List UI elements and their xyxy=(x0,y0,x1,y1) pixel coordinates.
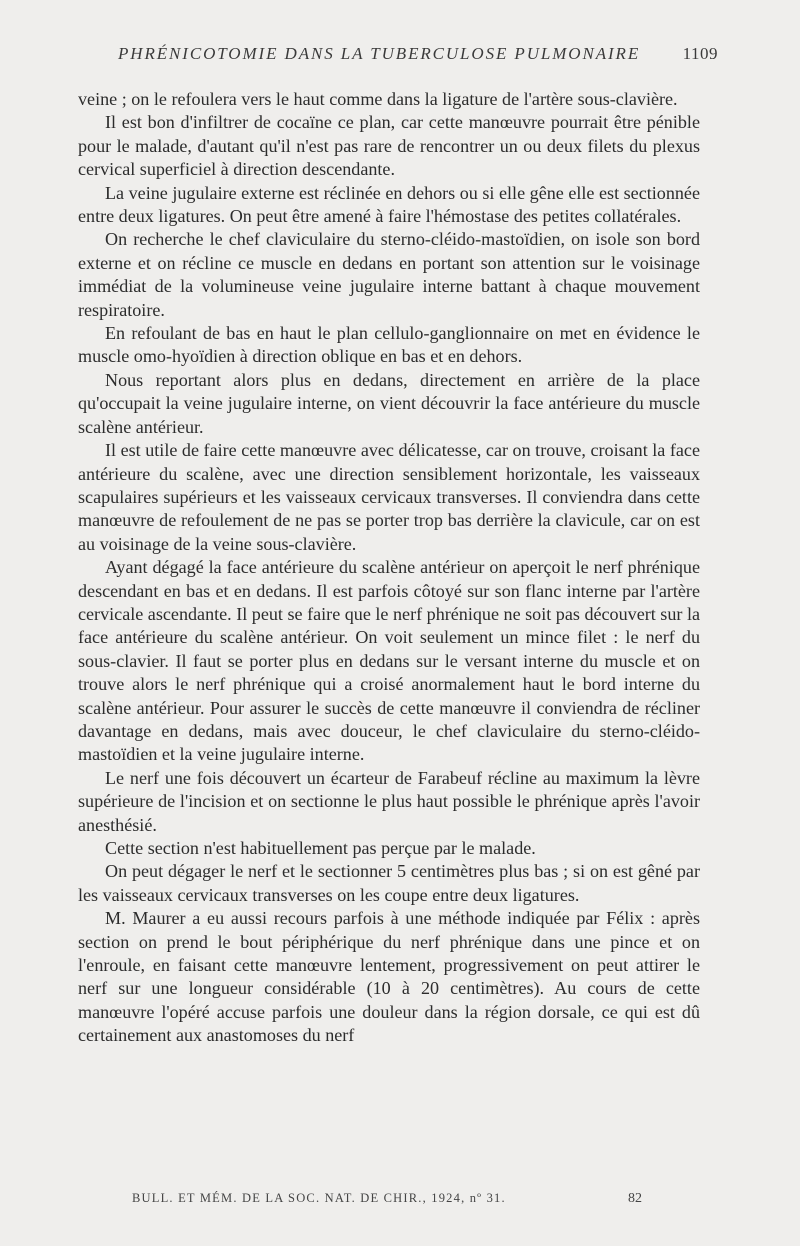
paragraph: veine ; on le refoulera vers le haut comme dans la ligature de l'artère sous-clavière. xyxy=(78,89,678,109)
page-number: 1109 xyxy=(682,44,718,63)
signature-mark: 82 xyxy=(628,1191,642,1206)
paragraph: Il est utile de faire cette manœuvre avec délicatesse, car on trouve, croisant la face antérieure du scalène, avec une direction sensiblement horizontale, les vaisseaux scapulaires supérieurs et les vaisseaux cervicaux transverses. Il conviendra dans cette manœuvre de refoulement de ne pas se porter trop bas derrière la clavicule, car on est au voisinage de la veine sous-clavière. xyxy=(78,440,700,554)
paragraph: On peut dégager le nerf et le sectionner 5 centimètres plus bas ; si on est gêné par les vaisseaux cervicaux transverses on les coupe entre deux ligatures. xyxy=(78,861,700,905)
paragraph: Ayant dégagé la face antérieure du scalène antérieur on aperçoit le nerf phrénique descendant en bas et en dedans. Il est parfois côtoyé sur son flanc interne par l'artère cervicale ascendante. Il peut se faire que le nerf phrénique ne soit pas découvert sur la face antérieure du scalène antérieur. On voit seulement un mince filet : le nerf du sous-clavier. Il faut se porter plus en dedans sur le versant interne du muscle et on trouve alors le nerf phrénique qui a croisé anormalement haut le bord interne du scalène antérieur. Pour assurer le succès de cette manœuvre il conviendra de récliner davantage en dedans, mais avec douceur, le chef claviculaire du sterno-cléido-mastoïdien et la veine jugulaire interne. xyxy=(78,557,700,765)
paragraph: La veine jugulaire externe est réclinée en dehors ou si elle gêne elle est sectionnée entre deux ligatures. On peut être amené à faire l'hémostase des petites collatérales. xyxy=(78,182,700,227)
journal-citation: BULL. ET MÉM. DE LA SOC. NAT. DE CHIR., 1924, nº 31. xyxy=(132,1191,506,1205)
paragraph: Le nerf une fois découvert un écarteur de Farabeuf récline au maximum la lèvre supérieure de l'incision et on sectionne le plus haut possible le phrénique après l'avoir anesthésié. xyxy=(78,767,700,835)
paragraph: On recherche le chef claviculaire du sterno-cléido-mastoïdien, on isole son bord externe et on récline ce muscle en dedans en portant son attention sur le voisinage immédiat de la volumineuse veine jugulaire interne battant à chaque mouvement respiratoire. xyxy=(78,229,700,320)
paragraph: Nous reportant alors plus en dedans, directement en arrière de la place qu'occupait la veine jugulaire interne, on vient découvrir la face antérieure du muscle scalène antérieur. xyxy=(78,369,700,437)
paragraph: Cette section n'est habituellement pas perçue par le malade. xyxy=(105,838,536,858)
running-title: PHRÉNICOTOMIE DANS LA TUBERCULOSE PULMONAIRE xyxy=(118,44,641,63)
paragraph: Il est bon d'infiltrer de cocaïne ce plan, car cette manœuvre pourrait être pénible pour le malade, d'autant qu'il n'est pas rare de rencontrer un ou deux filets du plexus cervical superficiel à direction descendante. xyxy=(78,112,700,180)
body-text xyxy=(78,88,700,1048)
paragraph: En refoulant de bas en haut le plan cellulo-ganglionnaire on met en évidence le muscle omo-hyoïdien à direction oblique en bas et en dehors. xyxy=(78,323,700,367)
running-header xyxy=(118,44,718,72)
page-footer xyxy=(132,1191,642,1213)
paragraph: M. Maurer a eu aussi recours parfois à une méthode indiquée par Félix : après section on prend le bout périphérique du nerf phrénique dans une pince et on l'enroule, en faisant cette manœuvre lentement, progressivement on peut attirer le nerf sur une longueur considérable (10 à 20 centimètres). Au cours de cette manœuvre l'opéré accuse parfois une douleur dans la région dorsale, ce qui est dû certainement aux anastomoses du nerf xyxy=(78,908,700,1046)
